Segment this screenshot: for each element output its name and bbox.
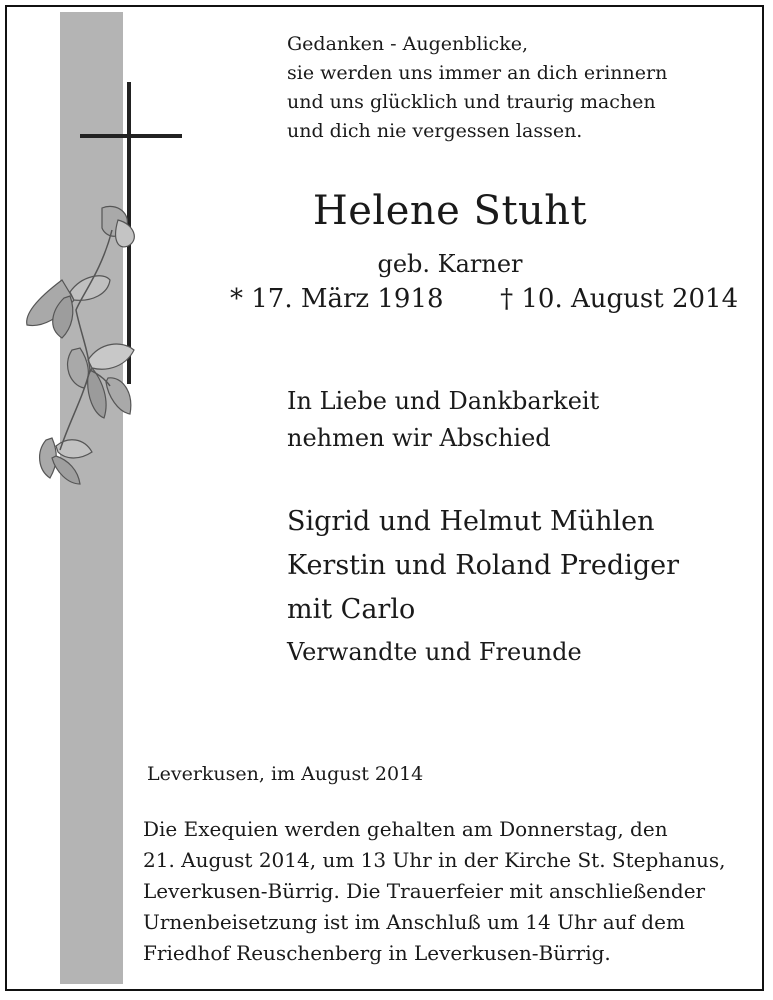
farewell-line: In Liebe und Dankbarkeit [287,387,600,415]
mourner-line: Kerstin und Roland Prediger [287,550,680,581]
birth-symbol: * [230,284,243,314]
life-dates [230,284,738,314]
deceased-name: Helene Stuht [312,188,588,234]
service-line: Urnenbeisetzung ist im Anschluß um 14 Uhr auf dem [143,910,685,934]
poem-line: Gedanken - Augenblicke, [287,33,528,55]
service-line: Friedhof Reuschenberg in Leverkusen-Bürrig. [143,941,611,965]
place-date: Leverkusen, im August 2014 [147,763,424,785]
poem-line: und uns glücklich und traurig machen [287,91,656,113]
service-line: 21. August 2014, um 13 Uhr in der Kirche St. Stephanus, [143,848,726,872]
birth-name: geb. Karner [377,250,523,278]
mourner-line: Sigrid und Helmut Mühlen [287,506,655,537]
service-details [143,814,743,969]
relatives-line: Verwandte und Freunde [287,638,582,666]
farewell-line: nehmen wir Abschied [287,424,551,452]
mourner-line: mit Carlo [287,594,416,625]
poem [287,30,667,146]
flower-illustration-icon [22,200,162,500]
service-line: Leverkusen-Bürrig. Die Trauerfeier mit anschließender [143,879,706,903]
mourners-list [287,500,679,632]
service-line: Die Exequien werden gehalten am Donnerstag, den [143,817,668,841]
poem-line: sie werden uns immer an dich erinnern [287,62,668,84]
poem-line: und dich nie vergessen lassen. [287,120,583,142]
death-date: 10. August 2014 [521,284,739,314]
farewell-text [287,383,599,457]
death-symbol: † [500,284,514,314]
birth-date: 17. März 1918 [251,284,444,314]
